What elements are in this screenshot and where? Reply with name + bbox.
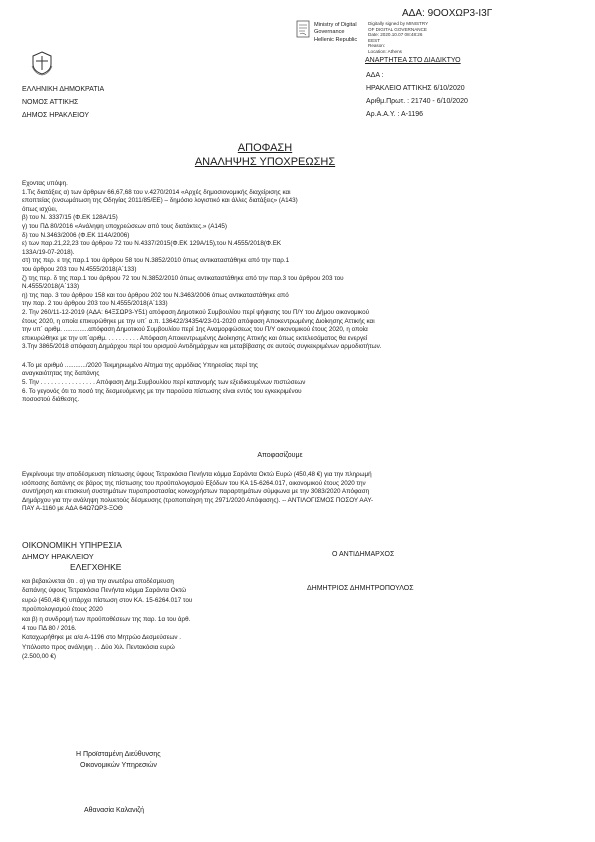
finance-line: δαπάνης ύψους Τετρακόσια Πενήντα κόμμα Σαράντα Οκτώ bbox=[22, 587, 187, 595]
document-title: ΑΠΟΦΑΣΗ bbox=[237, 142, 293, 154]
body-line: επικυρώθηκε με την υπ΄αριθμ. . . . . . . . . . Απόφαση Αποκεντρωμένης Διοίκησης Αττικής και όπως εκτελεσάματος θα ενεργεί bbox=[22, 334, 368, 342]
body-line: στ) της περ. ε της παρ.1 του άρθρου 58 του Ν.3852/2010 όπως αντικαταστάθηκε από την παρ.1 bbox=[22, 257, 290, 265]
finance-certification bbox=[22, 577, 192, 662]
finance-line: (2.500,00 €) bbox=[22, 653, 56, 661]
signer-name: ΔΗΜΗΤΡΙΟΣ ΔΗΜΗΤΡΟΠΟΥΛΟΣ bbox=[307, 585, 414, 592]
ministry-line: Ministry of Digital bbox=[314, 22, 357, 28]
ministry-line: Governance bbox=[314, 29, 345, 36]
body-line: ε) των παρ.21,22,23 του άρθρου 72 του Ν.4337/2015(Φ.ΕΚ 129Α/15),του Ν.4555/2018(Φ.ΕΚ bbox=[22, 240, 282, 248]
signature-line: Date: 2020.10.07 08:48:26 bbox=[368, 32, 423, 38]
body-line: ποσοστού διάθεσης. bbox=[22, 396, 80, 404]
reference-line: ΗΡΑΚΛΕΙΟ ΑΤΤΙΚΗΣ 6/10/2020 bbox=[366, 85, 465, 92]
signature-line: EEST bbox=[368, 37, 380, 43]
reference-line: ΑΔΑ : bbox=[366, 72, 384, 79]
signature-line: Digitally signed by MINISTRY bbox=[368, 21, 429, 26]
body-line: την παρ. 2 του άρθρου 203 του Ν.4555/2018(Α΄133) bbox=[22, 300, 168, 308]
reference-line: Αριθμ.Πρωτ. : 21740 - 6/10/2020 bbox=[366, 98, 468, 105]
decision-line: συντήρηση και επισκευή συστημάτων πυροπροστασίας κοινοχρήστων παραρτημάτων σύμφωνα με την 3083/2020 Απόφαση bbox=[22, 488, 370, 496]
signature-line: OF DIGITAL GOVERNANCE bbox=[368, 26, 427, 32]
body-line: εποπτείας (ενσωμάτωση της Οδηγίας 2011/85/ΕΕ) – δημόσιο λογιστικό και άλλες διατάξεις» (Α143) bbox=[22, 197, 298, 205]
finance-service-block bbox=[22, 540, 122, 562]
body-line: Ν.4555/2018(Α΄133) bbox=[22, 283, 80, 291]
finance-line: και β) η συνδρομή των προϋποθέσεων της παρ. 1α του άρθ. bbox=[22, 615, 191, 623]
signature-line: Location: Athens bbox=[368, 48, 402, 54]
signature-details bbox=[368, 21, 428, 55]
body-line: έτους 2020, η οποία επικυρώθηκε με την υπ΄ α.π. 136422/34354/23-01-2020 απόφαση Αποκεντρωμένης Διοίκησης Αττικής και bbox=[22, 317, 375, 325]
reference-block bbox=[366, 69, 468, 121]
ministry-block bbox=[314, 22, 357, 44]
digital-signature-icon bbox=[296, 20, 310, 38]
finance-line: Καταχωρήθηκε με α/α Α-1196 στο Μητρώο Δεσμεύσεων . bbox=[22, 634, 182, 642]
body-line: 133Α/19-07-2018). bbox=[22, 248, 75, 256]
issuer-line: ΔΗΜΟΣ ΗΡΑΚΛΕΙΟΥ bbox=[22, 112, 89, 119]
finance-line: Υπόλοιπο προς ανάληψη . . Δύο Χιλ. Πεντακόσια ευρώ bbox=[22, 643, 175, 651]
posted-online-label: ΑΝΑΡΤΗΤΕΑ ΣΤΟ ΔΙΑΔΙΚΤΥΟ bbox=[365, 57, 461, 64]
body-line: αναγκαιότητας της δαπάνης bbox=[22, 370, 100, 378]
body-line: β) του Ν. 3337/15 (Φ.ΕΚ 128Α/15) bbox=[22, 214, 118, 222]
decision-line: ΠΑΥ Α-1160 με ΑΔΑ 64Ω7ΩΡ3-ΞΟΘ bbox=[22, 505, 123, 513]
finance-department: ΔΗΜΟΥ ΗΡΑΚΛΕΙΟΥ bbox=[22, 552, 94, 561]
body-line: 6. Το γεγονός ότι το ποσό της δεσμευόμενης με την παρούσα πίστωσης είναι εντός του εγκεκριμένου bbox=[22, 387, 302, 395]
body-line: Εχοντας υπόψη. bbox=[22, 180, 68, 187]
body-line: όπως ισχύει, bbox=[22, 205, 58, 213]
decision-line: Εγκρίνουμε την αποδέσμευση πίστωσης ύψους Τετρακόσια Πενήντα κόμμα Σαράντα Οκτώ Ευρώ (450,48 €) για την πληρωμή bbox=[22, 471, 372, 478]
body-line: 4.Το με αριθμό ............/2020 Τεκμηριωμένο Αίτημα της αρμόδιας Υπηρεσίας περί της bbox=[22, 361, 258, 369]
finance-line: ευρώ (450,48 €) υπάρχει πίστωση στον ΚΑ. 15-6264.017 του bbox=[22, 596, 193, 604]
decision-line: Δημάρχου για την ανάληψη πολυετούς δέσμευσης (τροποποίηση της 2971/2020 Απόφασης). -- ΑΝΤΙΛΟΓΙΣΜΟΣ ΠΟΣΟΥ ΑΑΥ- bbox=[22, 496, 374, 504]
director-block bbox=[76, 749, 161, 771]
finance-line: προϋπολογισμού έτους 2020 bbox=[22, 606, 103, 614]
body-line: 1.Τις διατάξεις α) των άρθρων 66,67,68 του ν.4270/2014 «Αρχές δημοσιονομικής διαχείρισης και bbox=[22, 188, 291, 196]
finance-line: 4 του ΠΔ 80 / 2016. bbox=[22, 625, 77, 633]
reference-line: Αρ.Α.Α.Υ. : Α-1196 bbox=[366, 111, 424, 118]
hellenic-emblem-icon bbox=[30, 50, 54, 76]
issuer-line: ΕΛΛΗΝΙΚΗ ΔΗΜΟΚΡΑΤΙΑ bbox=[22, 86, 105, 93]
decision-block bbox=[22, 471, 373, 514]
document-subtitle: ΑΝΑΛΗΨΗΣ ΥΠΟΧΡΕΩΣΗΣ bbox=[194, 156, 336, 168]
body-line: δ) του Ν.3463/2006 (Φ.ΕΚ 114Α/2006) bbox=[22, 231, 130, 239]
decision-heading: Αποφασίζουμε bbox=[257, 452, 303, 459]
body-line: 2. Την 260/11-12-2019 (ΑΔΑ: 64ΞΣΩΡ3-Υ51) απόφαση Δημοτικού Συμβουλίου περί ψήφισης του Π/Υ του Δήμου οικονομικού bbox=[22, 308, 370, 316]
director-line: Οικονομικών Υπηρεσιών bbox=[80, 762, 157, 769]
director-name: Αθανασία Καλανιζή bbox=[84, 807, 145, 814]
body-line bbox=[22, 352, 582, 362]
checked-label: ΕΛΕΓΧΘΗΚΕ bbox=[70, 562, 122, 572]
body-line: 3.Την 3865/2018 απόφαση Δημάρχου περί του ορισμού Αντιδημάρχων και μεταβίβασης σε αυτούς συγκεκριμένων αρμοδιοτήτων. bbox=[22, 343, 382, 351]
signer-role: Ο ΑΝΤΙΔΗΜΑΡΧΟΣ bbox=[332, 551, 395, 558]
body-line: του άρθρου 203 του Ν.4555/2018(Α΄133) bbox=[22, 265, 137, 273]
body-line: η) της παρ. 3 του άρθρου 158 και του άρθρου 202 του Ν.3463/2006 όπως αντικαταστάθηκε από bbox=[22, 291, 289, 299]
finance-service-title: ΟΙΚΟΝΟΜΙΚΗ ΥΠΗΡΕΣΙΑ bbox=[22, 540, 122, 550]
issuer-line: ΝΟΜΟΣ ΑΤΤΙΚΗΣ bbox=[22, 99, 79, 106]
body-line: ζ) της περ. δ της παρ.1 του άρθρου 72 του Ν.3852/2010 όπως αντικαταστάθηκε από την παρ.3 του άρθρου 203 του bbox=[22, 274, 344, 282]
ministry-line: Hellenic Republic bbox=[314, 36, 358, 43]
ada-header: ΑΔΑ: 9ΟΟΧΩΡ3-Ι3Γ bbox=[402, 8, 493, 19]
finance-line: και βεβαιώνεται ότι . α) για την ανωτέρω αποδέσμευση bbox=[22, 578, 174, 585]
decision-line: ισόποσης δαπάνης σε βάρος της πίστωσης του προϋπολογισμού Εξόδων του ΚΑ 15-6264.017, οικονομικού έτους 2020 την bbox=[22, 479, 366, 487]
body-line: γ) του ΠΔ 80/2016 «Ανάληψη υποχρεώσεων από τους διατάκτες.» (Α145) bbox=[22, 222, 227, 230]
body-line: την υπ΄ αριθμ. ..............απόφαση Δημοτικού Συμβουλίου περί 1ης Αναμορφώσεως του Π/Υ οικονομικού έτους 2020, η οποία bbox=[22, 326, 368, 334]
director-line: Η Προϊσταμένη Διεύθυνσης bbox=[76, 751, 161, 758]
body-line: 5. Την . . . . . . . . . . . . . . . . Απόφαση Δημ.Συμβουλίου περί κατανομής των εξειδικευμένων πιστώσεων bbox=[22, 379, 306, 387]
signature-line: Reason: bbox=[368, 43, 386, 49]
considerations-block bbox=[22, 180, 582, 405]
issuer-block bbox=[22, 83, 104, 122]
